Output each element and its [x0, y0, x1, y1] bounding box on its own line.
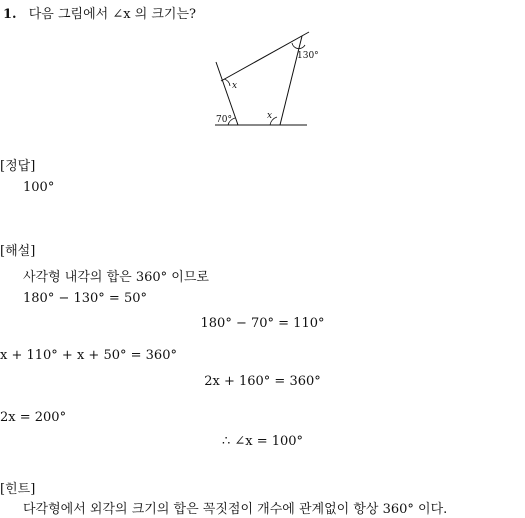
geometry-figure: [212, 30, 319, 130]
hint-tag: [힌트]: [0, 482, 36, 497]
label-130: 130°: [297, 51, 319, 61]
angle-arc-x-top: [224, 79, 230, 86]
angle-arc-130: [292, 43, 305, 49]
question-line: [3, 3, 196, 22]
answer-value: 100°: [23, 180, 55, 195]
explanation-line-7: ∴ ∠x = 100°: [221, 434, 304, 449]
right-side-line: [280, 36, 302, 125]
label-70: 70°: [216, 115, 232, 125]
label-x-top: x: [232, 81, 238, 91]
explanation-line-1: 사각형 내각의 합은 360° 이므로: [23, 270, 209, 285]
question-text: 다음 그림에서 ∠x 의 크기는?: [28, 7, 197, 22]
explanation-line-5: 2x + 160° = 360°: [204, 374, 321, 389]
top-side-line: [221, 32, 309, 81]
explanation-line-3: 180° − 70° = 110°: [200, 316, 325, 331]
explanation-line-6: 2x = 200°: [0, 410, 67, 425]
hint-text: 다각형에서 외각의 크기의 합은 꼭짓점이 개수에 관계없이 항상 360° 이다.: [23, 502, 448, 517]
label-x-bottom: x: [267, 111, 273, 121]
explanation-line-2: 180° − 130° = 50°: [23, 291, 147, 306]
explanation-tag: [해설]: [0, 244, 36, 259]
answer-tag: [정답]: [0, 159, 36, 174]
explanation-line-4: x + 110° + x + 50° = 360°: [0, 348, 177, 363]
question-number: 1.: [3, 7, 17, 22]
